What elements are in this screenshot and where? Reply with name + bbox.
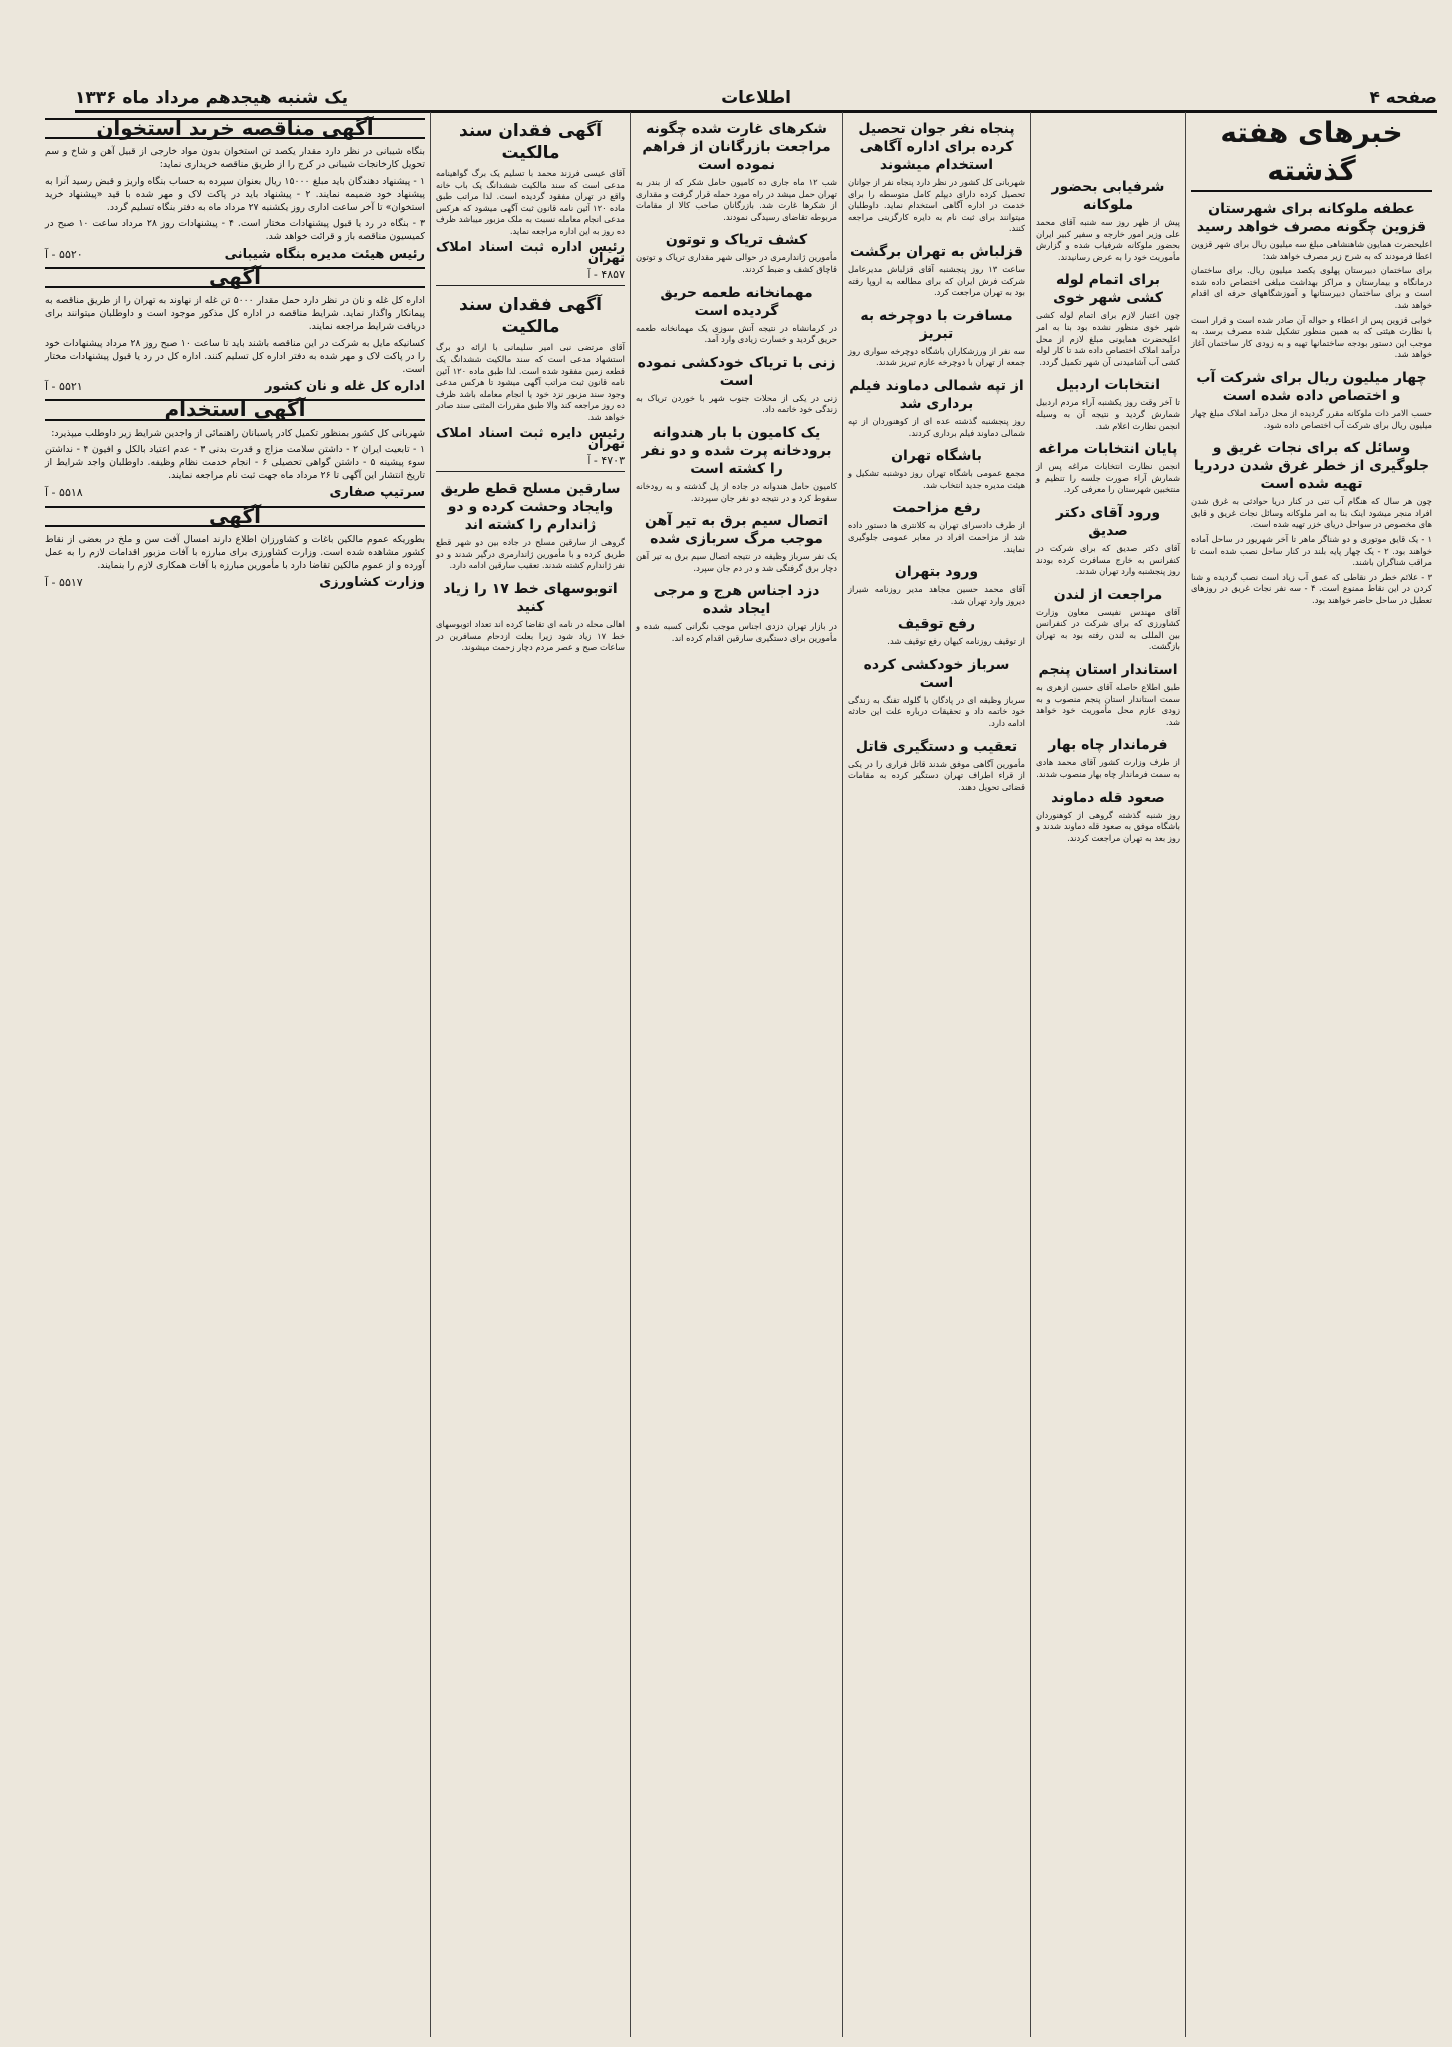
headline: فرماندار چاه بهار xyxy=(1048,737,1168,754)
ad-text: ۱ - تابعیت ایران ۲ - داشتن سلامت مزاج و قدرت بدنی ۳ - عدم اعتیاد بالکل و افیون ۴ - نداشتن سوء پیشینه ۵ - داشتن گواهی تحصیلی ۶ - انجام خدمت نظام وظیفه. داوطلبان واجد شرایط از تاریخ انتشار این آگهی تا ۲۶ مرداد ماه جهت ثبت نام مراجعه نمایند. xyxy=(45,443,425,482)
column-incidents xyxy=(630,112,842,2037)
signature-text: وزارت کشاورزی xyxy=(319,575,425,591)
headline: زنی با تریاک خودکشی نموده است xyxy=(637,354,836,389)
newspaper-name: اطلاعات xyxy=(721,88,791,108)
column-news-week xyxy=(1185,112,1437,2037)
article-text: گروهی از سارقین مسلح در جاده بین دو شهر قطع طریق کرده و با مأمورین ژاندارمری درگیر شدند و دو نفر ژاندارم کشته شدند. تعقیب سارقین ادامه دارد. xyxy=(436,537,625,571)
section-title: خبرهای هفته گذشته xyxy=(1191,114,1432,192)
headline: شکرهای غارت شده چگونه مراجعت بازرگانان از فراهم نموده است xyxy=(642,121,831,173)
ad-title: آگهی xyxy=(45,267,425,288)
headline: چهار میلیون ریال برای شرکت آب و اختصاص داده شده است xyxy=(1196,369,1427,404)
headline: دزد اجناس هرج و مرجی ایجاد شده xyxy=(653,583,820,618)
ad-signature xyxy=(45,248,425,261)
article-text: خوابی قزوین پس از اعطاء و حواله آن صادر شده است و قرار است با نظارت هیئتی که به همین منظور تشکیل شده مصرف برسد. به موجب این دستور بودجه ساختمانها تهیه و به زودی کار ساختمان آغاز خواهد شد. xyxy=(1191,314,1432,360)
article-text: در بازار تهران دزدی اجناس موجب نگرانی کسبه شده و مأمورین برای دستگیری سارقین اقدام کرده اند. xyxy=(636,621,837,643)
column-notices xyxy=(430,112,630,2037)
article-text: روز شنبه گذشته گروهی از کوهنوردان باشگاه موفق به صعود قله دماوند شدند و روز بعد به تهران مراجعت کردند. xyxy=(1036,809,1180,843)
ad-text: بنگاه شیبانی در نظر دارد مقدار یکصد تن استخوان بدون مواد خارجی از قبیل آهن و شاخ و سم تحویل کارخانجات شیبانی در کرج را از طریق مناقصه خریداری نماید: xyxy=(45,146,425,171)
signature-text: رئیس اداره ثبت اسناد املاک تهران xyxy=(436,239,625,267)
headline: رفع توقیف xyxy=(897,616,976,633)
ad-text: بطوریکه عموم مالکین باغات و کشاورزان اطلاع دارند امسال آفت سن و ملخ در بعضی از نقاط کشور مشاهده شده است. وزارت کشاورزی برای مبارزه با آفات مزبور اقدامات لازم را به عمل آورده و از عموم مالکین تقاضا دارد با مأمورین مبارزه با آفات همکاری لازم را بنمایند. xyxy=(45,533,425,572)
ad-code: ۵۵۲۰ - آ xyxy=(45,247,83,261)
article-text: شهربانی کل کشور در نظر دارد پنجاه نفر از جوانان تحصیل کرده دارای دیپلم کامل متوسطه را برای خدمت در اداره آگاهی استخدام نماید. داوطلبان میتوانند برای ثبت نام به دایره کارگزینی مراجعه کنند. xyxy=(848,177,1025,234)
headline: عطفه ملوکانه برای شهرستان قزوین چگونه مصرف خواهد رسید xyxy=(1196,201,1427,235)
headline: وسائل که برای نجات غریق و جلوگیری از خطر غرق شدن دردریا تهیه شده است xyxy=(1193,440,1430,493)
article-text: آقای مهندس نفیسی معاون وزارت کشاورزی که برای شرکت در کنفرانس بین المللی به لندن رفته بود به تهران بازگشت. xyxy=(1036,606,1180,652)
headline: کشف تریاک و توتون xyxy=(665,232,808,249)
headline: استاندار استان پنجم xyxy=(1038,662,1178,679)
article-text: مأمورین ژاندارمری در حوالی شهر مقداری تریاک و توتون قاچاق کشف و ضبط کردند. xyxy=(636,252,837,274)
signature-text: رئیس هیئت مدیره بنگاه شیبانی xyxy=(224,246,425,262)
article-text: حسب الامر ذات ملوکانه مقرر گردیده از محل درآمد املاک مبلغ چهار میلیون ریال برای شرکت آب اختصاص داده شود. xyxy=(1191,407,1432,430)
article-text: مجمع عمومی باشگاه تهران روز دوشنبه تشکیل و هیئت مدیره جدید انتخاب شد. xyxy=(848,468,1025,490)
article-text: برای ساختمان دبیرستان پهلوی یکصد میلیون ریال. برای ساختمان درمانگاه و بیمارستان و مراکز بهداشت مبلغی اختصاص داده شده است و برای ساختمان دبیرستانها و آموزشگاههای حرفه ای اقدام خواهد شد. xyxy=(1191,265,1432,310)
ad-title: آگهی مناقصه خرید استخوان xyxy=(45,118,425,139)
column-local-news xyxy=(842,112,1030,2037)
column-advertisements xyxy=(40,112,430,2037)
article-text: اعلیحضرت همایون شاهنشاهی مبلغ سه میلیون ریال برای شهر قزوین اعطا فرمودند که به شرح زیر مصرف خواهد شد: xyxy=(1191,239,1432,261)
article-text: ۱ - یک قایق موتوری و دو شناگر ماهر تا آخر شهریور در ساحل آماده خواهند بود. ۲ - یک چهار پایه بلند در کنار ساحل نصب شده است تا مراقب شناگران باشند. xyxy=(1191,533,1433,568)
article-text: ساعت ۱۳ روز پنجشنبه آقای قزلباش مدیرعامل شرکت فرش ایران که برای مطالعه به اروپا رفته بود به تهران مراجعت کرد. xyxy=(848,263,1025,298)
ad-code: ۵۵۱۸ - آ xyxy=(45,486,83,500)
signature-text: رئیس دایره ثبت اسناد املاک تهران xyxy=(436,425,625,453)
ad-code: ۵۵۱۷ - آ xyxy=(45,576,83,590)
notice-text: آقای عیسی فرزند محمد با تسلیم یک برگ گواهینامه مدعی است که سند مالکیت ششدانگ یک باب خانه واقع در تهران مفقود گردیده است. لذا مراتب طبق ماده ۱۲۰ آئین نامه قانون ثبت آگهی میشود که هرکس مدعی انجام معامله نسبت به ملک مزبور میباشد ظرف ده روز به این اداره مراجعه نماید. xyxy=(436,168,625,236)
notice-signature xyxy=(436,425,625,453)
ad-signature xyxy=(45,576,425,589)
article-text: شب ۱۲ ماه جاری ده کامیون حامل شکر که از بندر به تهران حمل میشد در راه مورد حمله قرار گرفت و مقداری از شکرها غارت شد. بازرگانان صاحب کالا از مقامات مربوطه تقاضای رسیدگی نمودند. xyxy=(636,177,838,222)
notice-code-row xyxy=(436,269,625,281)
article-text: روز پنجشنبه گذشته عده ای از کوهنوردان از تپه شمالی دماوند فیلم برداری کردند. xyxy=(848,415,1025,438)
signature-text: اداره کل غله و نان کشور xyxy=(265,379,425,395)
ad-title: آگهی xyxy=(45,506,425,527)
article-text: سه نفر از ورزشکاران باشگاه دوچرخه سواری روز جمعه از تهران با دوچرخه عازم تبریز شدند. xyxy=(848,345,1025,368)
headline: رفع مزاحمت xyxy=(892,500,981,517)
notice-title: آگهی فقدان سند مالکیت xyxy=(459,295,602,338)
signature-text: سرتیپ صفاری xyxy=(329,485,425,501)
ad-signature xyxy=(45,380,425,393)
article-text: طبق اطلاع حاصله آقای حسین ازهری به سمت استاندار استان پنجم منصوب و به زودی عازم محل مأموریت خود خواهد شد. xyxy=(1036,682,1180,727)
headline: اتوبوسهای خط ۱۷ را زیاد کنید xyxy=(443,581,618,616)
article-text: اهالی محله در نامه ای تقاضا کرده اند تعداد اتوبوسهای خط ۱۷ زیاد شود زیرا بعلت ازدحام مسافرین در ساعات صبح و عصر مردم دچار زحمت میشوند. xyxy=(436,619,625,653)
ad-text: اداره کل غله و نان در نظر دارد حمل مقدار ۵۰۰۰ تن غله از نهاوند به تهران را از طریق مناقصه به پیمانکار واگذار نماید. شرایط مناقصه در اداره کل مذکور موجود است و داوطلبان میتوانند برای دریافت شرایط مراجعه نمایند. xyxy=(45,295,425,333)
notice-text: آقای مرتضی نبی امیر سلیمانی با ارائه دو برگ استشهاد مدعی است که سند مالکیت ششدانگ یک قطعه زمین مفقود شده است. لذا طبق ماده ۱۲۰ آئین نامه قانون ثبت مراتب آگهی میشود تا هرکس مدعی وجود سند مزبور نزد خود یا انجام معامله باشد ظرف ده روز مراجعه کند والا طبق مقررات المثنی سند صادر خواهد شد. xyxy=(436,342,625,422)
headline: پنجاه نفر جوان تحصیل کرده برای اداره آگاهی استخدام میشوند xyxy=(858,121,1015,173)
notice-signature xyxy=(436,239,625,267)
headline: برای اتمام لوله کشی شهر خوی xyxy=(1053,272,1163,307)
headline: شرفیابی بحضور ملوکانه xyxy=(1051,179,1165,213)
notice-code: ۴۷۰۳ - آ xyxy=(587,453,625,467)
ad-code: ۵۵۲۱ - آ xyxy=(45,380,83,394)
article-text: چون اعتبار لازم برای اتمام لوله کشی شهر خوی منظور نشده بود بنا به امر اعلیحضرت همایونی مبلغ لازم از محل درآمد املاک اختصاص داده شد تا کار لوله کشی آب آشامیدنی آن شهر تکمیل گردد. xyxy=(1036,310,1180,367)
ad-text: کسانیکه مایل به شرکت در این مناقصه باشند باید تا ساعت ۱۰ صبح روز ۲۸ مرداد پیشنهادات خود را در پاکت لاک و مهر شده به دفتر اداره کل تسلیم کنند. اداره کل در رد یا قبول پیشنهادات مختار است. xyxy=(45,337,425,376)
notice-code-row xyxy=(436,455,625,467)
article-text: پیش از ظهر روز سه شنبه آقای محمد علی وزیر امور خارجه و سفیر کبیر ایران بحضور ملوکانه شرفیاب شده و گزارش مأموریت خود را به عرض رسانیدند. xyxy=(1036,217,1180,262)
article-text: سرباز وظیفه ای در پادگان با گلوله تفنگ به زندگی خود خاتمه داد و تحقیقات درباره علت این حادثه ادامه دارد. xyxy=(848,694,1025,729)
headline: مسافرت با دوچرخه به تبریز xyxy=(860,307,1013,342)
headline: قزلباش به تهران برگشت xyxy=(850,243,1023,260)
article-text: ۳ - علائم خطر در نقاطی که عمق آب زیاد است نصب گردیده و شنا کردن در این نقاط ممنوع است. ۴ - سه نفر نجات غریق در روزهای تعطیل در ساحل حاضر خواهند بود. xyxy=(1191,571,1432,605)
headline: یک کامیون با بار هندوانه برودخانه پرت شده و دو نفر را کشته است xyxy=(641,424,832,477)
divider xyxy=(436,471,625,472)
article-text: آقای محمد حسین مجاهد مدیر روزنامه شیراز دیروز وارد تهران شد. xyxy=(848,584,1025,606)
ad-text: شهربانی کل کشور بمنظور تکمیل کادر پاسبانان راهنمائی از واجدین شرایط زیر داوطلب میپذیرد: xyxy=(51,427,425,439)
article-text: زنی در یکی از محلات جنوب شهر با خوردن تریاک به زندگی خود خاتمه داد. xyxy=(636,392,837,415)
headline: پایان انتخابات مراغه xyxy=(1038,441,1178,458)
ad-title: آگهی استخدام xyxy=(45,399,425,420)
page-number: صفحه ۴ xyxy=(1369,88,1437,108)
article-text: انجمن نظارت انتخابات مراغه پس از شمارش آراء صورت جلسه را تنظیم و منتخبین شهرستان را معرفی کرد. xyxy=(1036,461,1180,495)
article-text: از توقیف روزنامه کیهان رفع توقیف شد. xyxy=(887,636,1025,647)
article-text: چون هر سال که هنگام آب تنی در کنار دریا حوادثی به غرق شدن افراد منجر میشود اینک بنا به امر ملوکانه وسائل نجات غریق و قایق های مخصوص در سواحل دریای خزر تهیه شده است. xyxy=(1191,496,1432,530)
masthead xyxy=(75,88,1437,113)
divider xyxy=(436,285,625,286)
headline: سرباز خودکشی کرده است xyxy=(863,656,1010,691)
headline: تعقیب و دستگیری قاتل xyxy=(855,738,1018,755)
headline: از تپه شمالی دماوند فیلم برداری شد xyxy=(849,377,1024,412)
headline: مهمانخانه طعمه حریق گردیده است xyxy=(660,284,813,319)
headline: انتخابات اردبیل xyxy=(1055,377,1161,394)
ad-text: ۳ - بنگاه در رد یا قبول پیشنهادات مختار است. ۴ - پیشنهادات روز ۲۸ مرداد ساعت ۱۰ صبح در کمیسیون مناقصه باز و قرائت خواهد شد. xyxy=(45,218,425,243)
headline: ورود بتهران xyxy=(894,564,979,581)
article-text: آقای دکتر صدیق که برای شرکت در کنفرانس به خارج مسافرت کرده بودند روز پنجشنبه وارد تهران شدند. xyxy=(1036,542,1180,577)
headline: صعود قله دماوند xyxy=(1051,789,1165,806)
headline: مراجعت از لندن xyxy=(1053,586,1163,603)
column-short-news xyxy=(1030,112,1185,2037)
ad-signature xyxy=(45,486,425,499)
notice-title: آگهی فقدان سند مالکیت xyxy=(459,121,602,163)
article-text: در کرمانشاه در نتیجه آتش سوزی یک مهمانخانه طعمه حریق گردید و خسارت زیادی وارد آمد. xyxy=(636,322,837,345)
article-text: تا آخر وقت روز یکشنبه آراء مردم اردبیل شمارش گردید و نتیجه آن به وسیله انجمن نظارت اعلام شد. xyxy=(1036,397,1180,431)
article-text: کامیون حامل هندوانه در جاده از پل گذشته و به رودخانه سقوط کرد و در نتیجه دو نفر جان سپردند. xyxy=(636,480,837,503)
headline: سارقین مسلح قطع طریق وایجاد وحشت کرده و دو ژاندارم را کشته اند xyxy=(440,481,621,534)
headline: ورود آقای دکتر صدیق xyxy=(1055,504,1161,539)
article-text: مأمورین آگاهی موفق شدند قاتل فراری را در یکی از قراء اطراف تهران دستگیر کرده به مقامات قضائی تحویل دهند. xyxy=(848,758,1025,792)
ad-text: ۱ - پیشنهاد دهندگان باید مبلغ ۱۵۰۰۰ ریال بعنوان سپرده به حساب بنگاه واریز و قبض رسید آنرا به پیشنهاد خود ضمیمه نمایند. ۲ - پیشنهاد باید در پاکت لاک و مهر شده با قید «پیشنهاد خرید استخوان» تا آخر ساعت اداری روز یکشنبه ۲۷ مرداد ماه به دفتر بنگاه تسلیم گردد. xyxy=(45,175,426,214)
article-text: یک نفر سرباز وظیفه در نتیجه اتصال سیم برق به تیر آهن دچار برق گرفتگی شد و در دم جان سپرد. xyxy=(636,551,837,573)
issue-date: یک شنبه هیجدهم مرداد ماه ۱۳۳۶ xyxy=(75,88,349,108)
headline: باشگاه تهران xyxy=(891,448,982,465)
headline: اتصال سیم برق به تیر آهن موجب مرگ سربازی شده xyxy=(644,513,829,548)
article-text: از طرف وزارت کشور آقای محمد هادی به سمت فرماندار چاه بهار منصوب شدند. xyxy=(1036,757,1180,780)
article-text: از طرف دادسرای تهران به کلانتری ها دستور داده شد از مزاحمت افراد در معابر عمومی جلوگیری نمایند. xyxy=(848,520,1025,554)
notice-code: ۴۸۵۷ - آ xyxy=(587,267,625,281)
